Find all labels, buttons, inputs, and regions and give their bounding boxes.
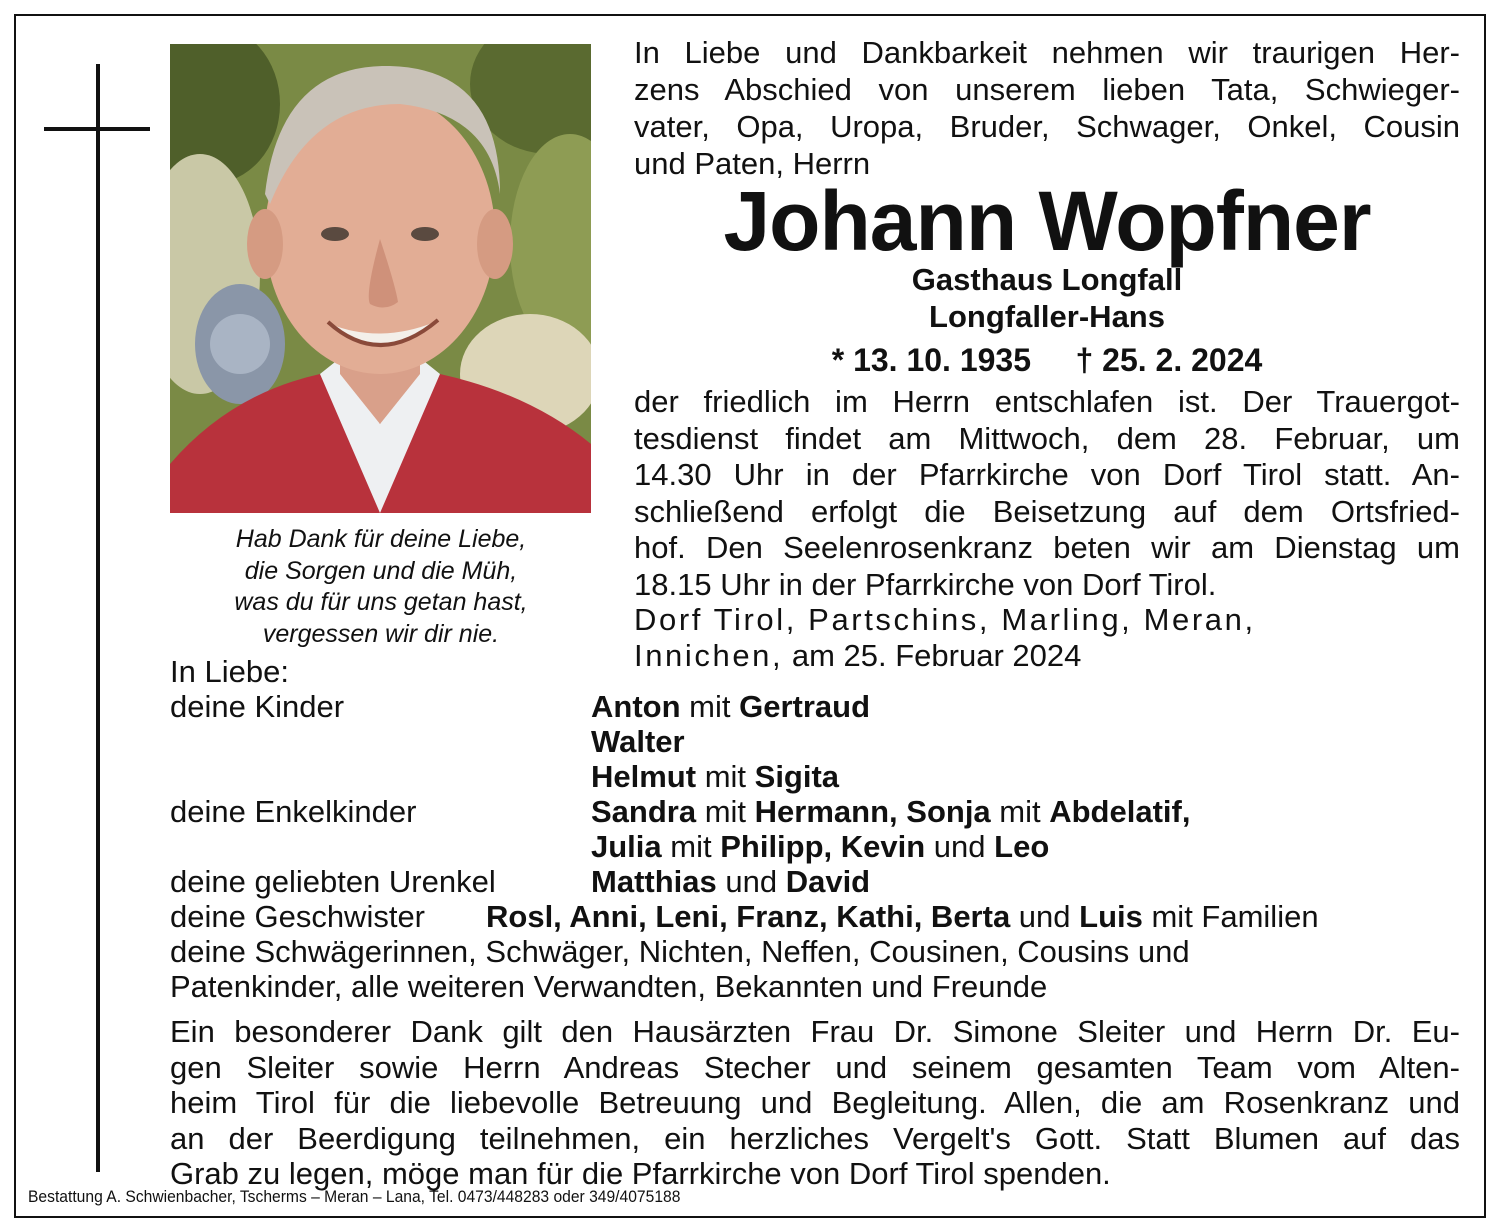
mourners-heading: In Liebe: (170, 654, 289, 689)
children-row (170, 689, 1470, 724)
connector: mit (696, 759, 755, 794)
others-row (170, 934, 1470, 969)
details-line: 14.30 Uhr in der Pfarrkirche von Dorf Tirol statt. An- (634, 457, 1460, 492)
connector: und (716, 864, 786, 899)
date-text: am 25. Februar 2024 (783, 638, 1082, 673)
others-text: deine Schwägerinnen, Schwäger, Nichten, Neffen, Cousinen, Cousins und (170, 934, 1190, 969)
funeral-details (634, 384, 1460, 603)
grandchild-name: Philipp, Kevin (720, 829, 926, 864)
partner-name: Sigita (754, 759, 840, 794)
verse-line: vergessen wir dir nie. (262, 619, 500, 648)
grandchild-name: Leo (994, 829, 1050, 864)
birth-date: * 13. 10. 1935 (831, 342, 1031, 378)
intro-text (634, 34, 1460, 182)
child-entry (591, 759, 839, 794)
grandchildren-entry (591, 829, 1049, 864)
intro-line: vater, Opa, Uropa, Bruder, Schwager, Onkel, Cousin (634, 109, 1460, 144)
great-grandchildren-label: deine geliebten Urenkel (170, 864, 496, 899)
great-grandchild-name: David (785, 864, 871, 899)
child-name: Anton (591, 689, 681, 724)
verse-line: die Sorgen und die Müh, (244, 556, 518, 585)
thanks-line: an der Beerdigung teilnehmen, ein herzliches Vergelt's Gott. Statt Blumen auf das (170, 1120, 1460, 1156)
thanks-line: Grab zu legen, möge man für die Pfarrkirche von Dorf Tirol spenden. (170, 1156, 1111, 1191)
connector: und (1010, 899, 1080, 934)
death-date: † 25. 2. 2024 (1075, 342, 1263, 378)
great-grandchildren-row (170, 864, 1470, 899)
siblings-row (170, 899, 1470, 934)
children-label: deine Kinder (170, 689, 345, 724)
details-line: der friedlich im Herrn entschlafen ist. Der Trauergot- (634, 384, 1460, 419)
children-row (170, 724, 1470, 759)
partner-name: Abdelatif, (1049, 794, 1191, 829)
deceased-name: Johann Wopfner (723, 174, 1371, 268)
great-grandchild-name: Matthias (591, 864, 717, 899)
portrait-illustration (170, 44, 591, 513)
children-row (170, 759, 1470, 794)
great-grandchildren-entry (591, 864, 870, 899)
thanks-line: heim Tirol für die liebevolle Betreuung und Begleitung. Allen, die am Rosenkranz und (170, 1085, 1460, 1120)
grandchildren-label: deine Enkelkinder (170, 794, 417, 829)
others-text: Patenkinder, alle weiteren Verwandten, Bekannten und Freunde (170, 969, 1048, 1004)
portrait-photo (170, 44, 591, 513)
connector: und (925, 829, 995, 864)
sibling-names: Rosl, Anni, Leni, Franz, Kathi, Berta (486, 899, 1011, 934)
child-name: Helmut (591, 759, 697, 794)
grandchild-name: Sandra (591, 794, 697, 829)
cross-vertical-bar (96, 64, 100, 1172)
thanks-line: Ein besonderer Dank gilt den Hausärzten Frau Dr. Simone Sleiter und Herrn Dr. Eu- (170, 1014, 1460, 1049)
grandchild-name: Julia (591, 829, 662, 864)
verse-line: was du für uns getan hast, (234, 588, 528, 616)
acknowledgements (170, 1014, 1460, 1192)
child-entry (591, 724, 685, 759)
siblings-entry (486, 899, 1319, 934)
details-line: schließend erfolgt die Beisetzung auf dem Ortsfried- (634, 493, 1460, 529)
sibling-name: Luis (1079, 899, 1143, 934)
grandchild-name: Hermann, Sonja (754, 794, 991, 829)
details-line: 18.15 Uhr in der Pfarrkirche von Dorf Tirol. (634, 566, 1217, 602)
child-name: Walter (591, 724, 685, 759)
mourners-list (170, 654, 1470, 1004)
obituary-notice (14, 14, 1486, 1218)
thanks-line: gen Sleiter sowie Herrn Andreas Stecher und seinem gesamten Team vom Alten- (170, 1049, 1460, 1085)
place-line: Dorf Tirol, Partschins, Marling, Meran, (634, 602, 1256, 637)
cross-horizontal-bar (44, 127, 150, 131)
place-name: Innichen, (634, 638, 784, 673)
connector: mit (696, 794, 755, 829)
partner-name: Gertraud (739, 689, 871, 724)
funeral-home-footer: Bestattung A. Schwienbacher, Tscherms – Meran – Lana, Tel. 0473/448283 oder 349/4075188 (28, 1187, 681, 1206)
families-text: mit Familien (1142, 899, 1319, 934)
intro-line: zens Abschied von unserem lieben Tata, Schwieger- (634, 72, 1460, 107)
subtitle-nickname: Longfaller-Hans (929, 299, 1165, 334)
details-line: hof. Den Seelenrosenkranz beten wir am Dienstag um (634, 530, 1460, 565)
connector: mit (680, 689, 740, 724)
intro-line: und Paten, Herrn (634, 146, 871, 181)
connector: mit (661, 829, 721, 864)
child-entry (591, 689, 870, 724)
intro-line: In Liebe und Dankbarkeit nehmen wir traurigen Her- (634, 35, 1460, 70)
details-line: tesdienst findet am Mittwoch, dem 28. Februar, um (634, 420, 1460, 456)
subtitle-inn: Gasthaus Longfall (911, 262, 1183, 297)
verse (166, 524, 596, 650)
siblings-label: deine Geschwister (170, 899, 426, 934)
connector: mit (990, 794, 1050, 829)
others-row (170, 969, 1470, 1004)
life-dates (634, 341, 1460, 379)
grandchildren-entry (591, 794, 1190, 829)
grandchildren-row (170, 794, 1470, 829)
grandchildren-row (170, 829, 1470, 864)
verse-line: Hab Dank für deine Liebe, (235, 525, 527, 553)
mourners-heading-row (170, 654, 1470, 689)
